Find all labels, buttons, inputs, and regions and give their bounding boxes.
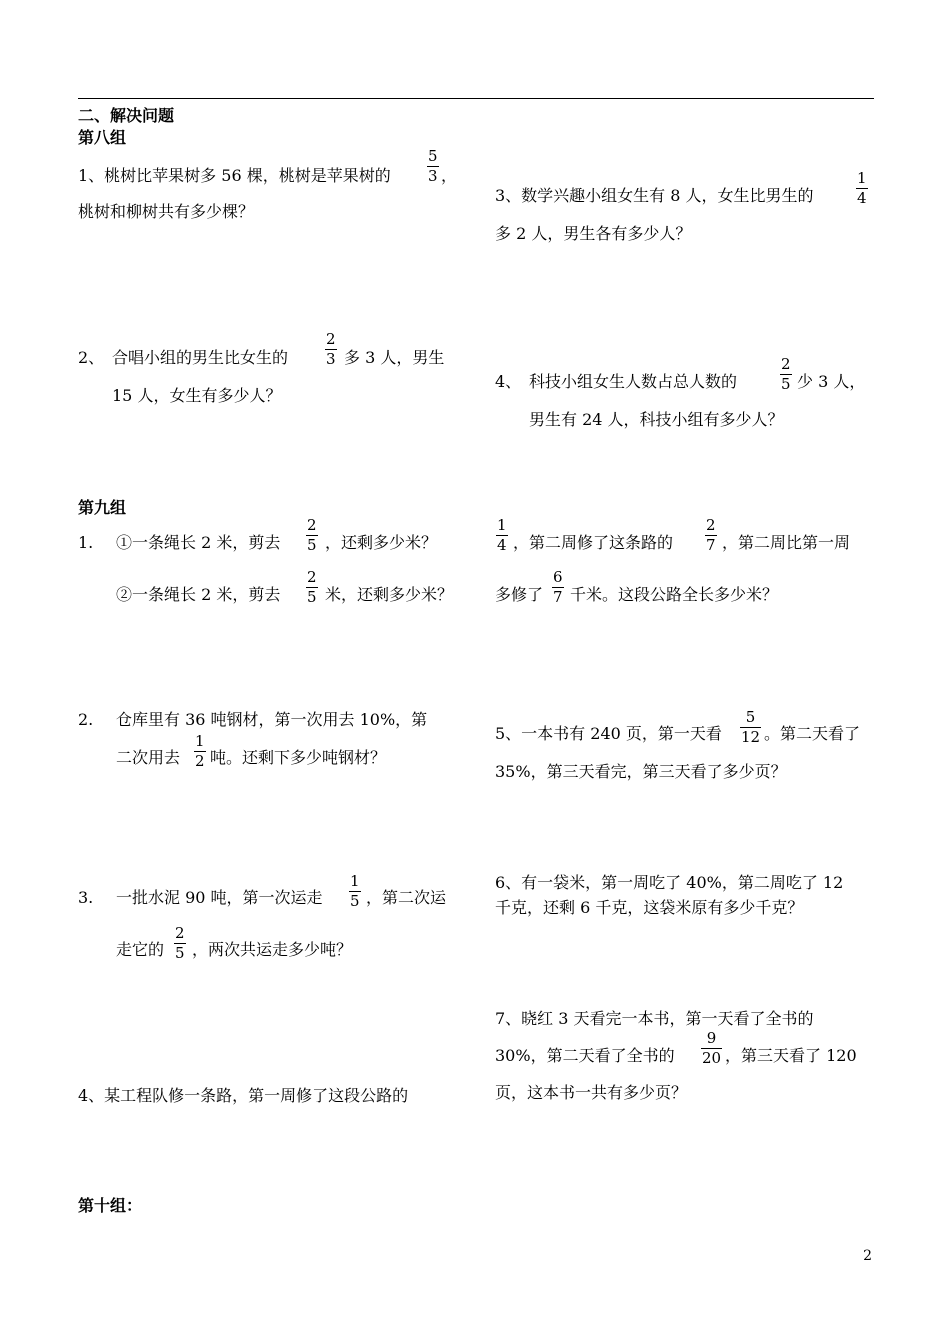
q9-2-line1: 仓库里有 36 吨钢材，第一次用去 10%，第	[116, 710, 428, 729]
q8-1-line2: 桃树和柳树共有多少棵？	[78, 202, 255, 221]
q9-2-line2-end: 吨。还剩下多少吨钢材？	[210, 748, 387, 767]
q9-4-line1: 4、某工程队修一条路，第一周修了这段公路的	[78, 1086, 409, 1105]
fraction-numerator: 9	[706, 1029, 717, 1047]
fraction-numerator: 1	[857, 169, 867, 187]
q9-1-line1-end: ，还剩多少米？	[325, 533, 438, 552]
fraction-denominator: 7	[553, 588, 563, 606]
q8-2-line1-end: 多 3 人，男生	[344, 348, 445, 367]
q9-4-fraction-0	[496, 517, 508, 554]
top-rule	[78, 98, 874, 99]
q9-1-fraction-2	[306, 569, 318, 606]
q9-6-line2: 千克，还剩 6 千克，这袋米原有多少千克？	[495, 898, 804, 917]
group-heading-8: 第八组	[78, 128, 127, 147]
q8-2-line1: 合唱小组的男生比女生的	[112, 348, 289, 367]
q9-6-line1: 6、有一袋米，第一周吃了 40%，第二周吃了 12	[495, 873, 844, 892]
q9-5-line1: 5、一本书有 240 页，第一天看	[495, 724, 722, 743]
q9-1-line2: ②一条绳长 2 米，剪去	[116, 585, 281, 604]
q8-3-line2: 多 2 人，男生各有多少人？	[495, 224, 692, 243]
fraction-denominator: 20	[702, 1049, 722, 1067]
q9-4-line2-end: ，第二周比第一周	[722, 533, 851, 552]
group-heading-9: 第九组	[78, 498, 127, 517]
q8-3-line1: 3、数学兴趣小组女生有 8 人，女生比男生的	[495, 186, 814, 205]
q9-3-fraction-1	[349, 873, 361, 910]
fraction-denominator: 5	[307, 536, 317, 554]
q9-7-line2-end: ，第三天看了 120	[725, 1046, 857, 1065]
q9-4-fraction-1	[705, 517, 717, 554]
fraction-numerator: 1	[195, 732, 205, 750]
fraction-denominator: 3	[326, 350, 336, 368]
fraction-numerator: 6	[553, 568, 563, 586]
fraction-denominator: 3	[428, 167, 438, 185]
q9-5-line2: 35%，第三天看完，第三天看了多少页？	[495, 762, 787, 781]
q9-3-line2: 走它的	[116, 940, 165, 959]
q8-1-line1: 1、桃树比苹果树多 56 棵，桃树是苹果树的	[78, 166, 391, 185]
q9-3-number: 3.	[78, 888, 94, 907]
fraction-denominator: 5	[350, 892, 360, 910]
q9-5-fraction	[740, 709, 761, 746]
fraction-denominator: 5	[781, 375, 791, 393]
q8-1-comma: ，	[441, 166, 458, 185]
fraction-numerator: 2	[307, 568, 317, 586]
q8-2-line2: 15 人，女生有多少人？	[112, 386, 282, 405]
q9-7-line3: 页，这本书一共有多少页？	[495, 1083, 688, 1102]
page-number: 2	[863, 1248, 872, 1264]
fraction-denominator: 5	[307, 588, 317, 606]
q9-1-line2-end: 米，还剩多少米？	[325, 585, 454, 604]
q9-1-fraction-1	[306, 517, 318, 554]
q9-4-line2: ，第二周修了这条路的	[513, 533, 674, 552]
q9-1-line1: ①一条绳长 2 米，剪去	[116, 533, 281, 552]
fraction-denominator: 7	[706, 536, 716, 554]
q8-4-line2: 男生有 24 人，科技小组有多少人？	[529, 410, 784, 429]
q9-3-fraction-2	[174, 925, 186, 962]
q9-4-fraction-2	[552, 569, 564, 606]
fraction-numerator: 2	[781, 355, 791, 373]
section-title: 二、解决问题	[78, 106, 175, 125]
q9-7-line1: 7、晓红 3 天看完一本书，第一天看了全书的	[495, 1009, 814, 1028]
q9-5-line1-end: 。第二天看了	[764, 724, 861, 743]
q8-3-fraction	[856, 170, 868, 207]
q9-4-line3: 多修了	[495, 585, 544, 604]
fraction-numerator: 2	[175, 924, 185, 942]
fraction-denominator: 4	[497, 536, 507, 554]
q9-7-fraction	[701, 1030, 722, 1067]
fraction-denominator: 12	[741, 728, 761, 746]
q9-7-line2: 30%，第二天看了全书的	[495, 1046, 675, 1065]
fraction-numerator: 1	[350, 872, 360, 890]
fraction-numerator: 2	[326, 330, 336, 348]
group-heading-10: 第十组：	[78, 1196, 143, 1215]
fraction-numerator: 2	[706, 516, 716, 534]
q9-2-number: 2.	[78, 710, 94, 729]
q8-2-fraction	[325, 331, 337, 368]
q8-4-fraction	[780, 356, 792, 393]
fraction-numerator: 5	[745, 708, 756, 726]
fraction-denominator: 5	[175, 944, 185, 962]
fraction-denominator: 4	[857, 189, 867, 207]
q9-3-line1: 一批水泥 90 吨，第一次运走	[116, 888, 323, 907]
q8-4-line1: 科技小组女生人数占总人数的	[529, 372, 738, 391]
fraction-numerator: 5	[428, 147, 438, 165]
q8-4-number: 4、	[495, 372, 522, 391]
fraction-denominator: 2	[195, 752, 205, 770]
q8-1-fraction	[427, 148, 439, 185]
q8-4-line1-end: 少 3 人，	[797, 372, 866, 391]
q8-2-number: 2、	[78, 348, 105, 367]
q9-2-line2: 二次用去	[116, 748, 181, 767]
q9-3-line2-end: ，两次共运走多少吨？	[192, 940, 353, 959]
fraction-numerator: 1	[497, 516, 507, 534]
q9-2-fraction	[194, 733, 206, 770]
q9-4-line3-end: 千米。这段公路全长多少米？	[570, 585, 779, 604]
q9-1-number: 1.	[78, 533, 94, 552]
q9-3-line1-end: ，第二次运	[366, 888, 447, 907]
fraction-numerator: 2	[307, 516, 317, 534]
